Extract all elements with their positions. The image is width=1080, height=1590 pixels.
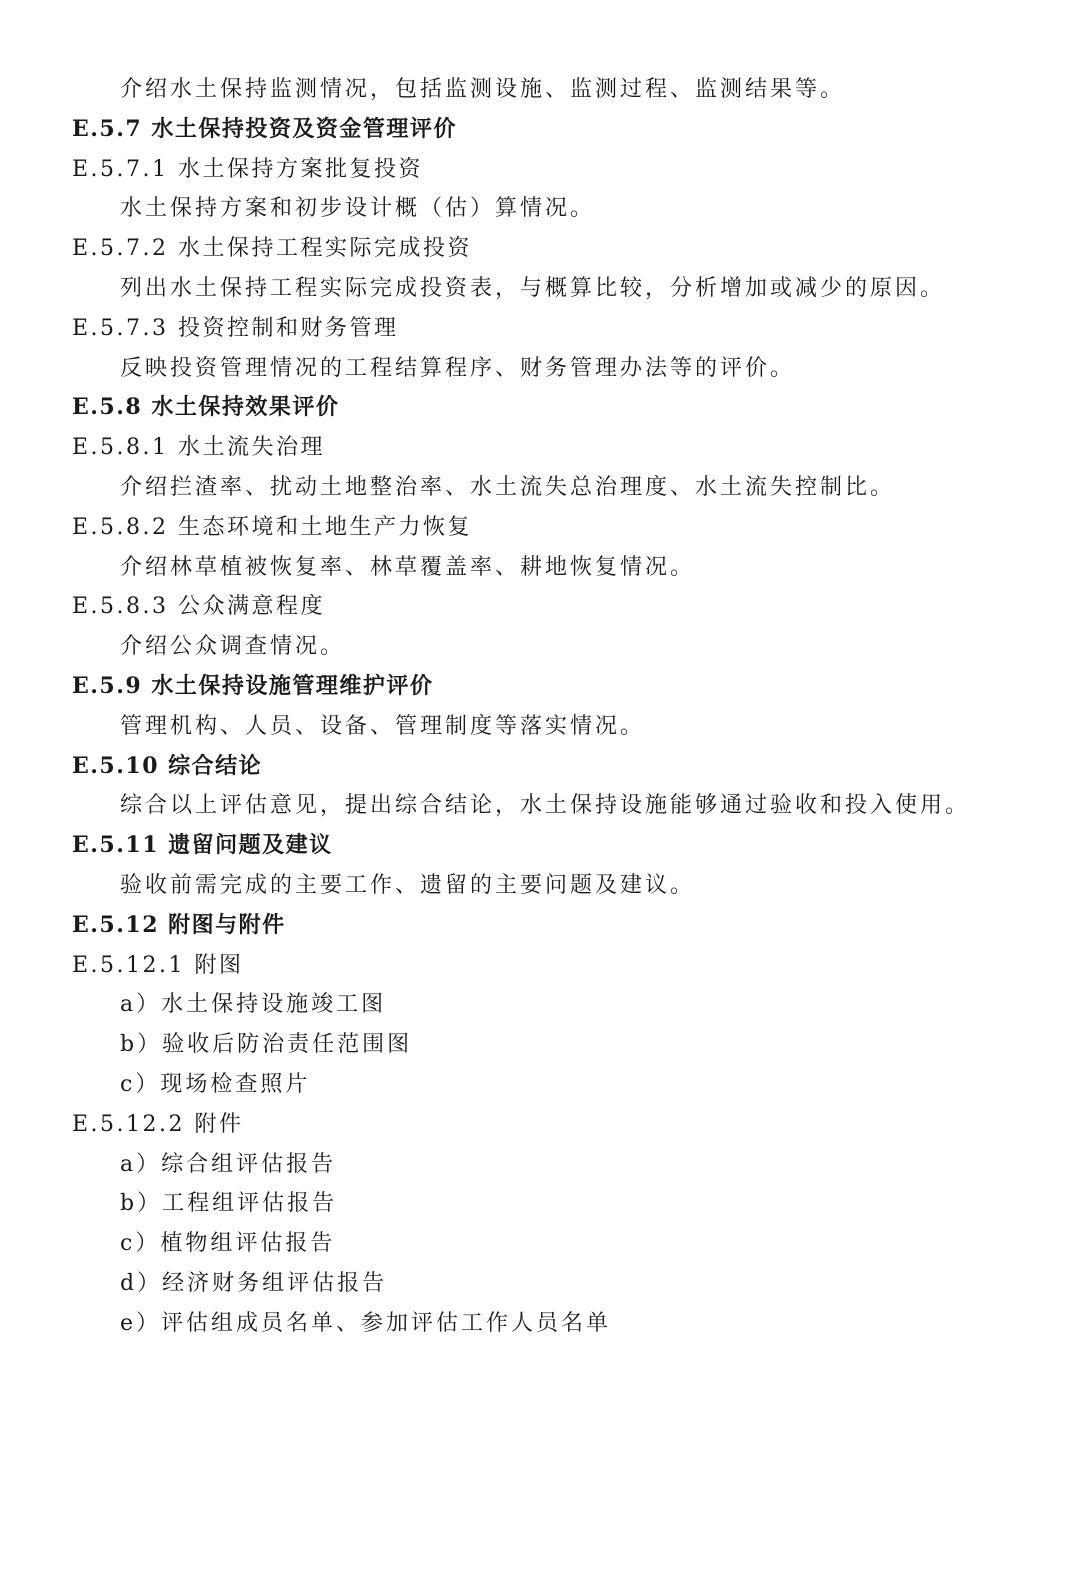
list-item: e）评估组成员名单、参加评估工作人员名单 [120, 1310, 612, 1336]
subsection-heading: E.5.12.2 附件 [72, 1111, 244, 1137]
section-heading: E.5.9 水土保持设施管理维护评价 [72, 672, 434, 699]
list-item: b）验收后防治责任范围图 [120, 1032, 413, 1058]
body-paragraph: 介绍拦渣率、扰动土地整治率、水土流失总治理度、水土流失控制比。 [120, 474, 896, 500]
section-heading: E.5.8 水土保持效果评价 [72, 394, 340, 421]
body-paragraph: 介绍林草植被恢复率、林草覆盖率、耕地恢复情况。 [120, 554, 696, 580]
subsection-heading: E.5.8.2 生态环境和土地生产力恢复 [72, 514, 473, 540]
section-heading: E.5.12 附图与附件 [72, 911, 286, 938]
section-heading: E.5.7 水土保持投资及资金管理评价 [72, 115, 457, 142]
subsection-heading: E.5.12.1 附图 [72, 952, 244, 978]
body-paragraph: 水土保持方案和初步设计概（估）算情况。 [120, 196, 596, 222]
body-paragraph: 综合以上评估意见，提出综合结论，水土保持设施能够通过验收和投入使用。 [120, 793, 971, 819]
subsection-heading: E.5.7.2 水土保持工程实际完成投资 [72, 236, 473, 262]
body-paragraph: 介绍水土保持监测情况，包括监测设施、监测过程、监测结果等。 [120, 77, 846, 102]
list-item: b）工程组评估报告 [120, 1191, 338, 1217]
body-paragraph: 验收前需完成的主要工作、遗留的主要问题及建议。 [120, 872, 696, 898]
section-heading: E.5.11 遗留问题及建议 [72, 832, 333, 859]
subsection-heading: E.5.7.1 水土保持方案批复投资 [72, 156, 424, 182]
document-body [0, 70, 1080, 1344]
subsection-heading: E.5.8.1 水土流失治理 [72, 435, 326, 461]
section-heading: E.5.10 综合结论 [72, 752, 263, 779]
subsection-heading: E.5.7.3 投资控制和财务管理 [72, 315, 399, 341]
list-item: d）经济财务组评估报告 [120, 1270, 388, 1296]
body-paragraph: 介绍公众调查情况。 [120, 634, 346, 660]
body-paragraph: 反映投资管理情况的工程结算程序、财务管理办法等的评价。 [120, 355, 796, 381]
list-item: c）现场检查照片 [120, 1071, 311, 1097]
body-paragraph: 列出水土保持工程实际完成投资表，与概算比较，分析增加或减少的原因。 [120, 275, 946, 301]
body-paragraph: 管理机构、人员、设备、管理制度等落实情况。 [120, 713, 646, 739]
list-item: c）植物组评估报告 [120, 1231, 336, 1257]
list-item: a）水土保持设施竣工图 [120, 992, 387, 1018]
subsection-heading: E.5.8.3 公众满意程度 [72, 594, 326, 620]
list-item: a）综合组评估报告 [120, 1151, 337, 1177]
